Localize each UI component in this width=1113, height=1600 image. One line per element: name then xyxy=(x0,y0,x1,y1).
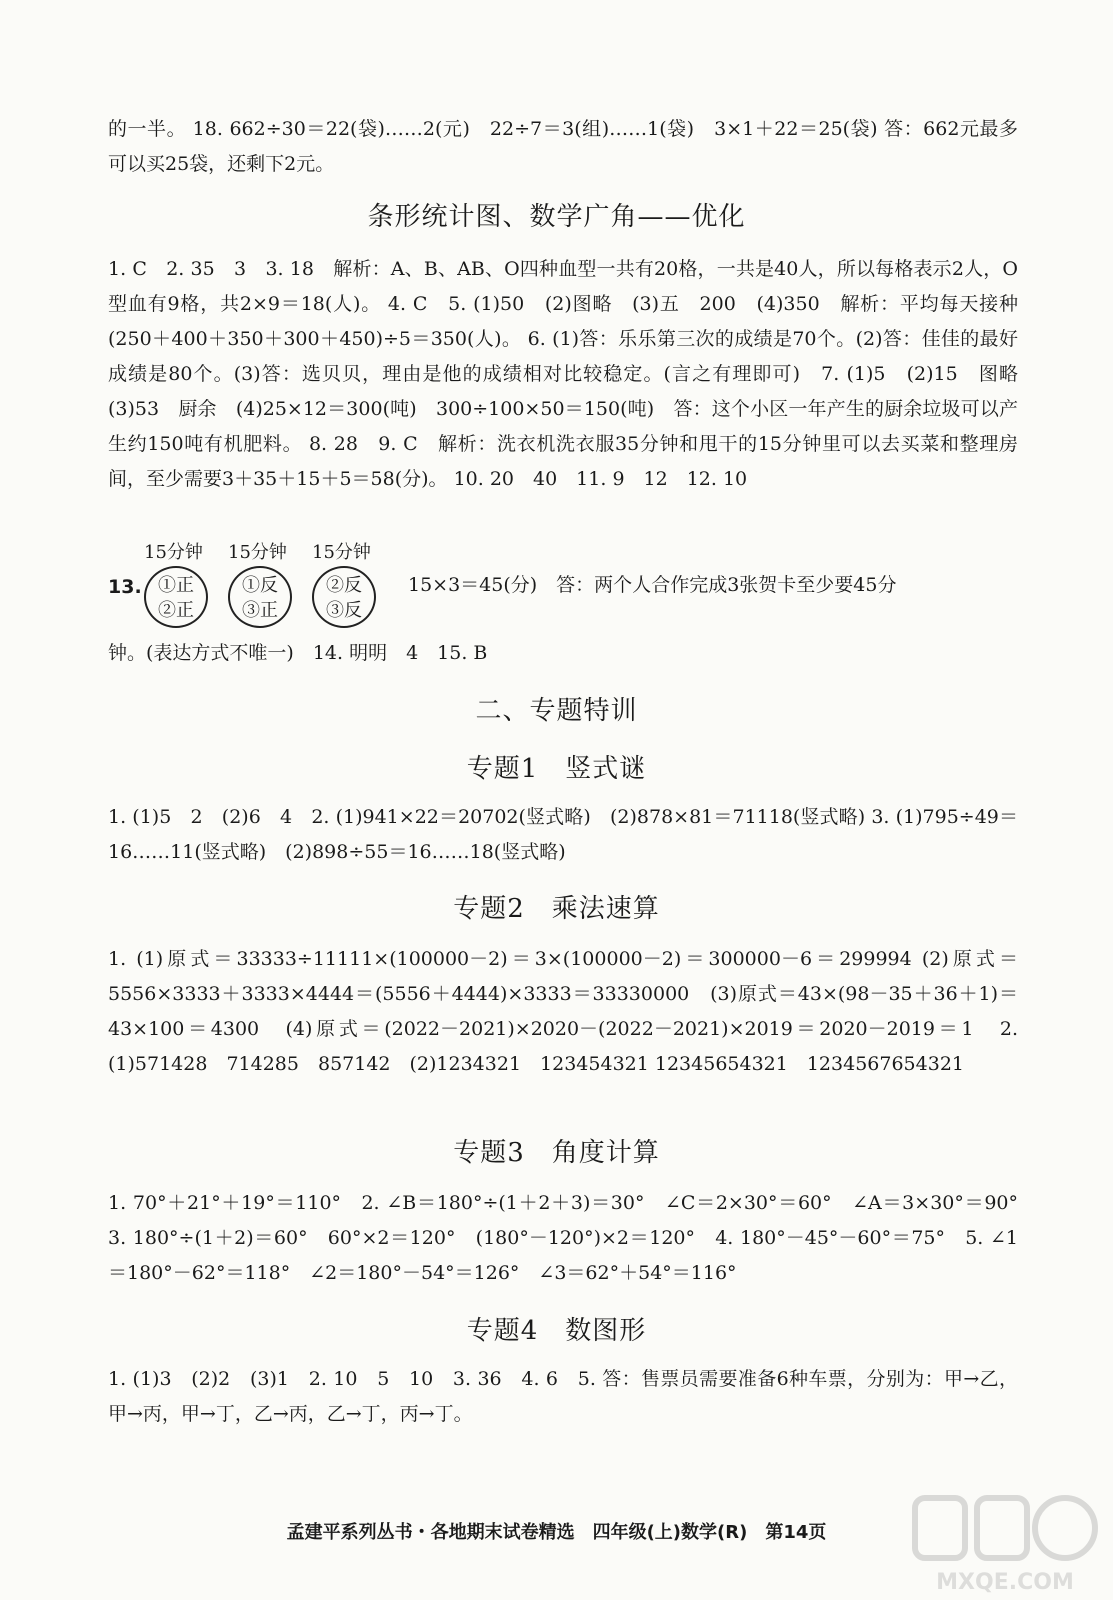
paragraph-topic-1: 1. (1)5 2 (2)6 4 2. (1)941×22＝20702(竖式略) (2)878×81＝71118(竖式略) 3. (1)795÷49＝16……11(竖式略) (2)898÷55＝16……18(竖式略) xyxy=(108,806,1018,863)
paragraph-topic-3: 1. 70°＋21°＋19°＝110° 2. ∠B＝180°÷(1＋2＋3)＝30° ∠C＝2×30°＝60° ∠A＝3×30°＝90° 3. 180°÷(1＋2)＝60° 60°×2＝120° (180°－120°)×2＝120° 4. 180°－45°－60°＝75° 5. ∠1＝180°－62°＝118° ∠2＝180°－54°＝126° ∠3＝62°＋54°＝116° xyxy=(108,1192,1038,1284)
circle-top-text: ①正 xyxy=(158,575,194,596)
section-heading-topic-2: 专题2 乘法速算 xyxy=(453,894,660,924)
paragraph-topic-2: 1. (1)原式＝33333÷11111×(100000－2)＝3×(100000－2)＝300000－6＝299994 (2)原式＝5556×3333＋3333×4444＝(5556＋4444)×3333＝33330000 (3)原式＝43×(98－35＋36＋1)＝43×100＝4300 (4)原式＝(2022－2021)×2020－(2022－2021)×2019＝2020－2019＝1 2. (1)571428 714285 857142 (2)1234321 123454321 12345654321 1234567654321 xyxy=(108,948,1018,1075)
watermark-logo xyxy=(905,1490,1105,1595)
paragraph-topic-4: 1. (1)3 (2)2 (3)1 2. 10 5 10 3. 36 4. 6 5. 答：售票员需要准备6种车票，分别为：甲→乙，甲→丙，甲→丁，乙→丙，乙→丁，丙→丁。 xyxy=(108,1368,1018,1425)
section-heading-topic-3: 专题3 角度计算 xyxy=(453,1138,660,1168)
q13-time-labels xyxy=(144,538,396,564)
circle-top-text: ①反 xyxy=(242,575,278,596)
circle-bottom-text: ②正 xyxy=(158,600,194,621)
paragraph-bar-chart-answers: 1. C 2. 35 3 3. 18 解析：A、B、AB、O四种血型一共有20格，一共是40人，所以每格表示2人，O型血有9格，共2×9＝18(人)。 4. C 5. (1)50 (2)图略 (3)五 200 (4)350 解析：平均每天接种(250＋400＋350＋300＋450)÷5＝350(人)。 6. (1)答：乐乐第三次的成绩是70个。(2)答：佳佳的最好成绩是80个。(3)答：选贝贝，理由是他的成绩相对比较稳定。(言之有理即可) 7. (1)5 (2)15 图略 (3)53 厨余 (4)25×12＝300(吨) 300÷100×50＝150(吨) 答：这个小区一年产生的厨余垃圾可以产生约150吨有机肥料。 8. 28 9. C 解析：洗衣机洗衣服35分钟和甩干的15分钟里可以去买菜和整理房间，至少需要3＋35＋15＋5＝58(分)。 10. 20 40 11. 9 12 12. 10 xyxy=(108,258,1038,490)
circle-bottom-text: ③正 xyxy=(242,600,278,621)
paragraph-q13-end: 钟。(表达方式不唯一) 14. 明明 4 15. B xyxy=(108,642,488,664)
section-heading-bar-chart: 条形统计图、数学广角——优化 xyxy=(367,202,746,232)
watermark-text: MXQE.COM xyxy=(936,1570,1074,1595)
time-label: 15分钟 xyxy=(144,542,203,563)
page-footer: 孟建平系列丛书・各地期末试卷精选 四年级(上)数学(R) 第14页 xyxy=(286,1522,827,1543)
circle-bottom-text: ③反 xyxy=(326,600,362,621)
step-circle-1 xyxy=(144,566,208,628)
watermark-icon xyxy=(905,1490,1105,1570)
q13-number: 13. xyxy=(108,576,142,598)
time-label: 15分钟 xyxy=(228,542,287,563)
circle-top-text: ②反 xyxy=(326,575,362,596)
q13-diagram xyxy=(108,538,1018,633)
time-label: 15分钟 xyxy=(312,542,371,563)
step-circle-2 xyxy=(228,566,292,628)
section-heading-topic-1: 专题1 竖式谜 xyxy=(466,754,647,784)
step-circle-3 xyxy=(312,566,376,628)
section-heading-topic-4: 专题4 数图形 xyxy=(466,1316,647,1346)
q13-expression: 15×3＝45(分) 答：两个人合作完成3张贺卡至少要45分 xyxy=(408,574,897,596)
section-heading-special-training: 二、专题特训 xyxy=(475,696,638,726)
paragraph-q18: 的一半。 18. 662÷30＝22(袋)……2(元) 22÷7＝3(组)……1(袋) 3×1＋22＝25(袋) 答：662元最多可以买25袋，还剩下2元。 xyxy=(108,118,1018,175)
